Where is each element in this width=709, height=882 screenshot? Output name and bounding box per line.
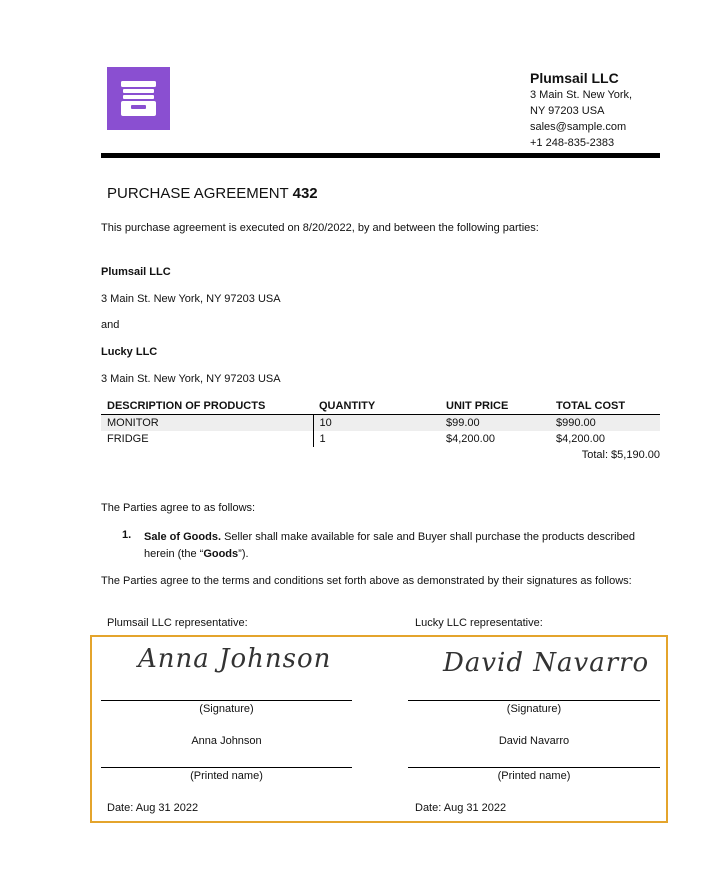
- column-header: UNIT PRICE: [440, 398, 550, 415]
- table-cell: FRIDGE: [107, 433, 149, 445]
- clause-text: [144, 529, 644, 563]
- company-name: Plumsail LLC: [530, 70, 619, 86]
- company-contact-block: [530, 69, 632, 151]
- table-cell: 10: [313, 415, 440, 432]
- file-drawer-icon: [117, 77, 160, 120]
- table-row: [101, 415, 660, 432]
- right-signature-image: David Navarro: [443, 648, 650, 678]
- table-cell: MONITOR: [101, 415, 313, 432]
- table-row: [101, 431, 660, 447]
- company-phone: +1 248-835-2383: [530, 137, 615, 149]
- column-header: TOTAL COST: [550, 398, 660, 415]
- table-cell: $4,200.00: [556, 433, 605, 445]
- table-cell: 1: [313, 431, 440, 447]
- left-signature-image: Anna Johnson: [138, 644, 332, 674]
- right-signature-caption: (Signature): [506, 703, 562, 715]
- right-printed-name-line: [408, 767, 660, 768]
- party2-address: 3 Main St. New York, NY 97203 USA: [101, 373, 281, 385]
- header-divider: [101, 153, 660, 158]
- company-address-line1: 3 Main St. New York,: [530, 89, 633, 101]
- right-printed-name: David Navarro: [498, 735, 570, 747]
- party2-name: Lucky LLC: [101, 346, 158, 358]
- left-printed-name-caption: (Printed name): [190, 770, 263, 782]
- title-label: PURCHASE AGREEMENT: [107, 185, 289, 202]
- table-header-row: [101, 398, 660, 415]
- table-cell: $990.00: [550, 415, 660, 432]
- company-logo: [107, 67, 170, 130]
- company-address-line2: NY 97203 USA: [530, 105, 605, 117]
- page-title: [107, 185, 318, 202]
- left-signature-caption: (Signature): [199, 703, 254, 715]
- right-signature-line: [408, 700, 660, 701]
- left-date: Date: Aug 31 2022: [107, 802, 199, 814]
- left-printed-name-line: [101, 767, 352, 768]
- right-printed-name-caption: (Printed name): [497, 770, 571, 782]
- total-cost: Total: $5,190.00: [581, 449, 660, 461]
- right-representative-label: Lucky LLC representative:: [415, 617, 543, 629]
- and-text: and: [101, 319, 120, 331]
- party1-address: 3 Main St. New York, NY 97203 USA: [101, 293, 281, 305]
- closing-text: The Parties agree to the terms and conditions set forth above as demonstrated by their signatures as follows:: [101, 575, 632, 587]
- clause-goods-term: Goods: [203, 548, 239, 560]
- party1-name: Plumsail LLC: [101, 266, 171, 278]
- table-cell: $4,200.00: [446, 433, 495, 445]
- right-date: Date: Aug 31 2022: [415, 802, 507, 814]
- clause-heading: Sale of Goods.: [144, 531, 222, 543]
- left-printed-name: Anna Johnson: [191, 735, 262, 747]
- clause-body-after: ”).: [238, 548, 249, 560]
- clause-body-before: Seller shall make available for sale and Buyer shall purchase the products described herein (the “: [144, 531, 635, 560]
- column-header: QUANTITY: [313, 398, 440, 415]
- table-cell: $99.00: [440, 415, 550, 432]
- agree-intro-text: The Parties agree to as follows:: [101, 502, 256, 514]
- agreement-number: 432: [292, 185, 318, 202]
- clause-number: 1.: [122, 529, 132, 541]
- left-representative-label: Plumsail LLC representative:: [107, 617, 248, 629]
- column-header: DESCRIPTION OF PRODUCTS: [101, 398, 313, 415]
- products-table: [101, 398, 660, 447]
- left-signature-line: [101, 700, 352, 701]
- intro-text: This purchase agreement is executed on 8/20/2022, by and between the following parties:: [101, 222, 539, 234]
- company-email: sales@sample.com: [530, 121, 627, 133]
